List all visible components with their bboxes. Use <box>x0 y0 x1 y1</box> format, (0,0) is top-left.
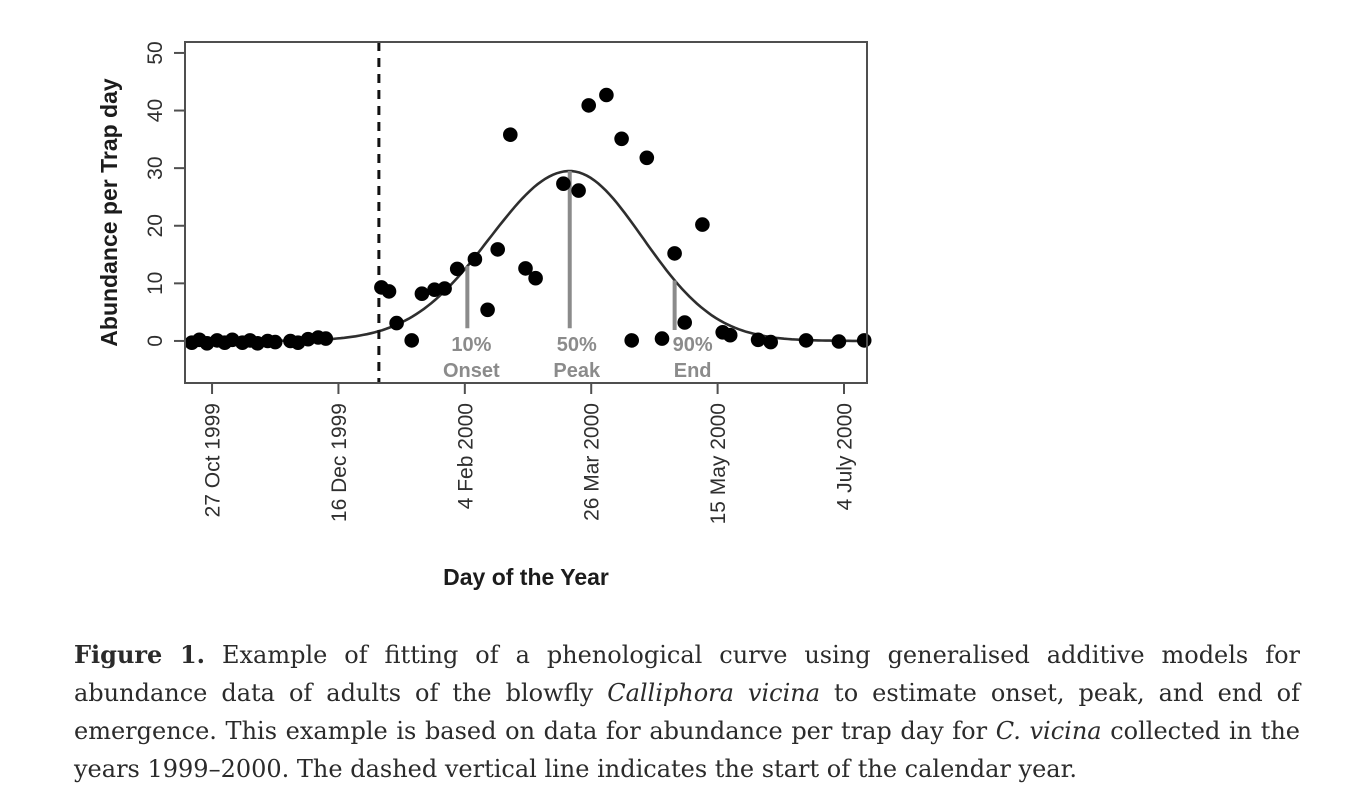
data-point <box>528 271 543 286</box>
data-point <box>468 252 483 267</box>
data-point <box>677 315 692 330</box>
marker-labels-layer <box>443 334 713 382</box>
data-point <box>480 303 495 318</box>
marker-phase-label: Peak <box>553 360 601 382</box>
data-point <box>437 281 452 296</box>
data-point <box>723 328 738 343</box>
data-point <box>695 217 710 232</box>
data-point <box>667 246 682 261</box>
x-tick-label: 15 May 2000 <box>707 403 731 525</box>
data-point <box>556 176 571 191</box>
data-point <box>624 333 639 348</box>
marker-percent-label: 10% <box>451 334 492 356</box>
marker-phase-label: End <box>673 360 712 382</box>
data-point <box>490 242 505 257</box>
x-axis-title: Day of the Year <box>443 564 609 590</box>
data-point <box>640 151 655 166</box>
y-axis-title: Abundance per Trap day <box>96 78 122 347</box>
fitted-curve <box>185 171 864 341</box>
x-tick-label: 26 Mar 2000 <box>580 403 604 521</box>
data-point <box>404 333 419 348</box>
data-point <box>799 333 814 348</box>
caption-segment: C. vicina <box>995 717 1102 745</box>
data-point <box>857 333 872 348</box>
y-tick-label: 10 <box>144 271 167 296</box>
caption-segment: collected in the years 1999–2000. The dashed vertical line indicates the start of the calendar year. <box>74 717 1301 783</box>
data-point <box>415 286 430 301</box>
marker-percent-label: 50% <box>556 334 597 356</box>
marker-percent-label: 90% <box>672 334 713 356</box>
data-point <box>268 335 283 350</box>
y-tick-label: 40 <box>144 98 167 123</box>
data-point <box>599 88 614 103</box>
data-point <box>319 331 334 346</box>
marker-phase-label: Onset <box>443 360 500 382</box>
y-tick-label: 50 <box>144 41 167 65</box>
data-point <box>389 316 404 331</box>
fitted-curve-layer <box>185 171 864 341</box>
y-tick-label: 20 <box>144 214 167 238</box>
caption-segment: to estimate onset, peak, and end of emergence. This example is based on data for abundance per trap day for <box>74 679 1301 745</box>
caption-segment: Example of fitting of a phenological curve using generalised additive models for abundance data of adults of the blowfly <box>74 641 1300 707</box>
axes-layer <box>96 41 867 590</box>
data-point <box>503 127 518 142</box>
figure-caption <box>74 636 1300 788</box>
data-point <box>614 132 629 147</box>
data-points-layer <box>185 88 872 351</box>
data-point <box>571 183 586 198</box>
data-point <box>751 333 766 348</box>
data-point <box>763 335 778 350</box>
x-tick-label: 4 Feb 2000 <box>454 403 478 510</box>
data-point <box>832 334 847 349</box>
x-tick-label: 16 Dec 1999 <box>327 403 351 523</box>
plot-border <box>185 42 867 383</box>
caption-segment: Figure 1. <box>74 640 206 669</box>
data-point <box>450 262 465 277</box>
y-tick-label: 0 <box>144 335 167 347</box>
data-point <box>581 98 596 113</box>
data-point <box>382 284 397 299</box>
y-tick-label: 30 <box>144 156 167 180</box>
x-tick-label: 4 July 2000 <box>833 403 857 511</box>
caption-segment: Calliphora vicina <box>607 679 821 707</box>
x-tick-label: 27 Oct 1999 <box>201 403 225 518</box>
data-point <box>655 331 670 346</box>
